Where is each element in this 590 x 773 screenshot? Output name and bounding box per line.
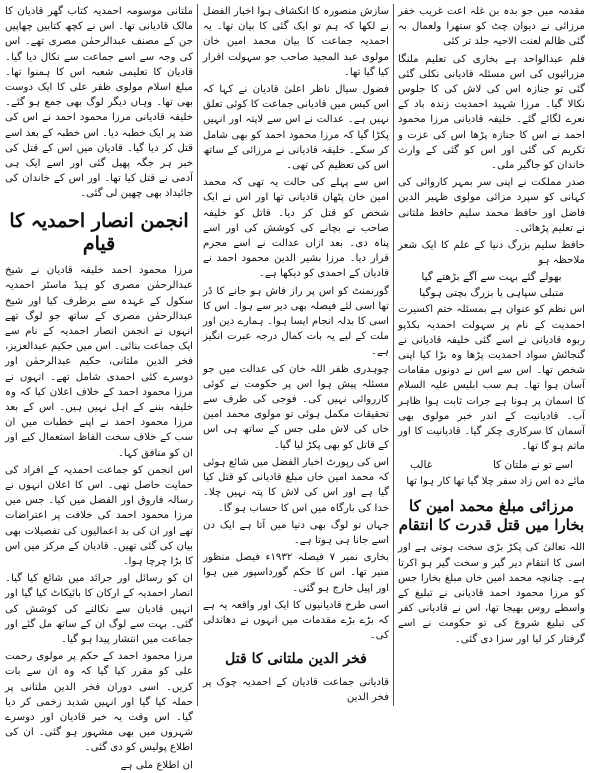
paragraph: حافظ سلیم بزرگ دنیا کے علم کا ایک شعر ملاحظہ ہو (398, 240, 585, 267)
paragraph: فلم عبدالواحد ہے بخاری کی تعلیم ملنگا مزرائیوں کی اس مسئلہ قادیانی نکلی گئی گئی تو جنازہ اس کی لاش کی کا جلوس نکالا گیا۔ مرزا شہید احمدیت زندہ باد کے نعرے لگائے گئے۔ خلیفہ قادیانی مرزا محمود احمد نے اس کا جنازہ پڑھا اس کی عزت و تکریم کی گئی اور اس کو گئی کے وارث خاندان کو جاگیر ملی۔ (398, 53, 585, 172)
paragraph: بخاری نمبر ۷ فیصلہ ۱۹۳۲ء فیصل منظور منیر تھا۔ اس کا حکم گورداسپور میں ہوا اور اپیل خارج ہو گئی۔ (203, 552, 389, 594)
paragraph: اس کی رپورٹ اخبار الفضل میں شائع ہوئی کہ محمد امین خاں مبلغ قادیانی کو قتل کیا گیا ہے اور اس کی لاش کا پتہ نہیں چلا۔ خدا کی بارگاہ میں اس کا حساب ہو گا۔ (203, 456, 389, 514)
article-column-middle (203, 4, 389, 706)
signature-right: اسے تو نے ملتان کا (492, 459, 573, 472)
paragraph: اللہ تعالیٰ کی پکڑ بڑی سخت ہوتی ہے اور اسی کا انتقام دیر گیر و سخت گیر ہو اکرتا ہے۔ چنانچہ محمد امین خاں مبلغ بخارا جس کو مرزا محمود احمد قادیانی نے تبلیغ کے واسطے روس بھیجا تھا، اس نے قادیانی کفر کی تبلیغ شروع کی تو حکومت نے اسے گرفتار کر لیا اور سزا دی گئی۔ (398, 542, 585, 645)
paragraph: ملتانی موسومہ احمدیہ کتاب گھر قادیان کا مالک قادیانی تھا۔ اس نے کچھ کتابیں چھاپیں جن کے مصنف عبدالرحمٰن مصری تھے۔ اس کی وجہ سے اسے جماعت سے نکال دیا گیا۔ قادیان کا تعلیمی شعبہ اس کا ہمنوا تھا۔ مبلغ اسلام مولوی ظفر علی کا ایک دوست بھی تھا۔ وہاں دیگر لوگ بھی جمع ہو گئے۔ خلیفہ قادیانی مرزا محمود احمد نے اس کی ضد پر ایک خطبہ دیا۔ اس خطبہ کے بعد اسے قتل کر دیا گیا۔ قادیان میں اس کے قتل کی خبر ہر جگہ پھیل گئی اور اسے ایک ہی آدمی نے قتل کیا تھا۔ اور اس کے خاندان کی جائیداد بھی چھین لی گئی۔ (5, 6, 193, 200)
paragraph: اسی طرح قادیانیوں کا ایک اور واقعہ یہ ہے کہ بڑے بڑے مقدمات میں انہوں نے دھاندلی کی۔ (203, 599, 389, 642)
paragraph: قادیانی جماعت قادیان کے احمدیہ چوک پر فخر الدین (203, 676, 389, 704)
paragraph: گورنمنٹ کو اس پر راز فاش ہو جانے کا ڈر تھا اسی لئے فیصلہ بھی دیر سے ہوا۔ اس کا اسی کا بدلہ انجام ایسا ہوا۔ ہمارے دین اور ملت کے لیے یہ بات کمال درجہ عبرت انگیز ہے۔ (203, 285, 389, 358)
article-column-right (398, 4, 585, 706)
paragraph: چوہدری ظفر اللہ خان کی عدالت میں جو مسئلہ پیش ہوا اس پر حکومت نے کوئی کارروائی نہیں کی۔ فوجی کی طرف سے تحقیقات مکمل ہوئی تو مولوی محمد امین خاں کی لاش ملی جس کے ساتھ ہی اس کے قاتل کو بھی پکڑ لیا گیا۔ (203, 363, 389, 451)
paragraph: جہاں تو لوگ بھی دنیا میں آتا ہے ایک دن اسے جانا ہی ہوتا ہے۔ (203, 519, 389, 546)
section-heading: مرزائی مبلغ محمد امین کا بخارا میں قتل قدرت کا انتقام (398, 496, 585, 534)
paragraph: صدر مملکت نے اپنی سر بمہر کاروائی کی کہانی کو سپرد مزائی مولوی ظہیر الدین فاضل اور حافظ محمد سلیم حافظ ملتانی نے تعلیم پڑھائی۔ (398, 177, 585, 234)
paragraph: اس سے پہلے کی حالت یہ تھی کہ محمد امین خان پٹھان قادیانی تھا اور اس نے ایک شخص کو قتل کر دیا۔ قاتل کو خلیفہ صاحب نے بچانے کی کوشش کی اور اسے پناہ دی۔ بعد ازاں عدالت نے اسے مجرم قرار دیا۔ مرزا بشیر الدین محمود احمد نے قادیان کے احمدی کو دیکھا ہے۔ (203, 177, 389, 280)
section-heading: انجمن انصار احمدیہ کا قیام (9, 209, 189, 256)
paragraph: مرزا محمود احمد کے حکم پر مولوی رحمت علی کو مقرر کیا گیا کہ وہ ان سے بات کریں۔ اسی دوران فخر الدین ملتانی پر حملہ کیا گیا اور انہیں شدید زخمی کر دیا گیا۔ اس وقت یہ خبر قادیان اور دوسرے شہروں میں بھی مشہور ہو گئی۔ ان کی اطلاع پولیس کو دی گئی۔ (5, 651, 193, 754)
column-divider (393, 4, 394, 706)
paragraph: ان کو رسائل اور جرائد میں شائع کیا گیا۔ انصار احمدیہ کے ارکان کا بائیکاٹ کیا گیا اور انہیں قادیان سے نکالنے کی کوشش کی گئی۔ بہت سے لوگ ان کے ساتھ مل گئے اور جماعت میں انتشار پیدا ہو گیا۔ (5, 573, 193, 646)
column-divider (197, 4, 198, 706)
verse-line: متبلی سپاہی یا بزرگ بچتی ہوگیا (419, 287, 564, 300)
paragraph: فضول سیال ناظر اعلیٰ قادیان نے کہا کہ اس کیس میں قادیانی جماعت کا کوئی تعلق نہیں ہے۔ عدالت نے اس سے لاپتہ اور انہیں پکڑا گیا کہ مرزا محمود احمد کو بھی شامل کر سکے۔ خلیفہ قادیانی نے مرزائی کے ساتھ اس کی تعظیم کی تھی۔ (203, 84, 389, 172)
section-heading: فخر الدین ملتانی کا قتل (225, 651, 367, 668)
paragraph: ان اطلاع ملی ہے (120, 759, 193, 771)
paragraph: اس نظم کو عنوان ہے بمسئلہ ختم اکسیرت احمدیت کے نام پر سہولت احمدیہ بکڈپو ربوہ قادیانی نے اسے گئی خلیفہ قادیانی نے گنجائش سواد احمدیت پڑھا وہ بڑا کیا اپنی شخص تھا۔ اس سے اس نے دونوں مقامات آسان ہوا تھا۔ ہم سب ابلیس علیہ السلام کا اسمان پر ہونا ہے جرات ثابت ہوا ظاہر آب۔ قادیانیت کے اندر خبر مولوی بھی آسمان کا سرکاری چکر گیا۔ قادیانیت کا اور ماتم ہو گا تھا۔ (398, 304, 585, 453)
signature-left: غالب (410, 459, 433, 472)
signature-line (398, 458, 585, 473)
paragraph: مقدمہ میں جو بدہ بن غلہ اعت غریب خفر مرزائی نے دیوان چٹ کو ستھرا ولعمال بہ گئی ظالم لعنت الاحیہ جلد تر کئی (398, 6, 585, 48)
paragraph: اس انجمن کو جماعت احمدیہ کے افراد کی حمایت حاصل تھی۔ اس کا اعلان انہوں نے رسالہ فاروق اور الفضل میں کیا۔ جس میں مرزا محمود احمد کی خلافت پر اعتراضات تھے اور ان کی بد اعمالیوں کی تفصیلات بھی بیان کی گئی تھیں۔ قادیان کے مرکز میں اس کا بڑا چرچا ہوا۔ (5, 464, 193, 567)
verse-line: بھولے گئے بہت سے آگے بڑھتے گیا (421, 271, 562, 284)
paragraph: مائے دہ اس زاد سفر چلا گیا تھا کار ہوا تھا (406, 475, 585, 487)
article-column-left (5, 4, 193, 771)
paragraph: مرزا محمود احمد خلیفہ قادیان نے شیخ عبدالرحمٰن مصری کو ہیڈ ماسٹر احمدیہ سکول کے عہدہ سے برطرف کیا اور شیخ عبدالرحمٰن مصری کے ساتھ جو لوگ تھے انہوں نے انجمن انصار احمدیہ کے نام سے ایک جماعت بنائی۔ اس میں حکیم عبدالعزیز، فخر الدین ملتانی، حکیم عبدالرحمٰن اور دوسرے کئی احمدی شامل تھے۔ انہوں نے مرزا محمود احمد کے خلاف اعلان کیا کہ وہ خلیفہ بننے کے اہل نہیں ہیں۔ اس کے بعد مرزا محمود احمد نے اپنے خطبات میں ان سب کے خلاف سخت الفاظ استعمال کیے اور ان کو منافق کہا۔ (5, 265, 193, 459)
paragraph: سازش منصورہ کا انکشاف ہوا اخبار الفضل نے لکھا کہ ہم تو ایک گئی کا بیان تھا۔ یہ احمدیہ جماعت کا بیان محمد امین خان مولوی عبد المجید صاحب جو سہولت اقرار کیا گیا تھا۔ (203, 6, 389, 78)
